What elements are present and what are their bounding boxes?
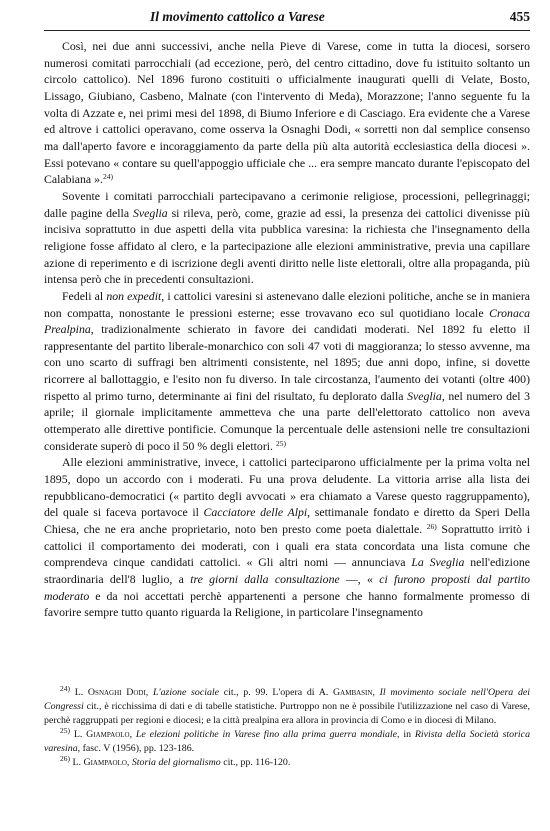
text-run: Fedeli al <box>62 288 107 303</box>
text-run: Alle elezioni amministrative, invece, i cattolici parteciparono ufficialmente per la prima volta nel 1895, dopo un accordo con i moderati. Fu una prova deludente. La vittoria arrise alla lista dei repubblicano-democratici (« partito degli avvocati » era chiamato a Varese questo raggruppamento), del quale si faceva portavoce il <box>44 455 530 520</box>
paragraph <box>44 454 530 621</box>
header-rule <box>44 30 530 31</box>
italic-text: Storia del giornalismo <box>131 757 221 768</box>
text-run: Soprattutto irritò i cattolici il comportamento dei moderati, con i quali era stata concordata una lista comune che comprendeva cinque candidati cattolici. « Gli altri nomi — annunciava <box>44 522 530 570</box>
text-run: , i cattolici varesini si astenevano dalle elezioni politiche, anche se in maniera non compatta, nonostante le pressioni esterne; esse trovavano eco sul quotidiano locale <box>44 288 530 320</box>
italic-text: L'azione sociale <box>152 687 220 698</box>
text-run: Sovente i comitati parrocchiali partecipavano a cerimonie religiose, processioni, pellegrinaggi; dalle pagine della <box>44 188 530 220</box>
footnote-ref: 25) <box>275 438 286 448</box>
body-text <box>44 38 530 621</box>
footnote-ref: 26) <box>426 522 437 532</box>
author-name: Giampaolo <box>86 729 130 740</box>
italic-text: Cacciatore delle Alpi <box>203 505 308 520</box>
text-run: cit., è ricchissima di dati e di tabelle statistiche. Purtroppo non ne è possibile l'utilizzazione nel caso di Varese, perchè raggruppati per regioni e diocesi; e la città prealpina era allora in provincia di Como e in diocesi di Milano. <box>44 701 530 726</box>
footnote <box>44 756 530 770</box>
text-run: L. <box>70 757 84 768</box>
italic-text: ci furono proposti dal partito moderato <box>44 572 531 603</box>
text-run: L. <box>70 729 87 740</box>
author-name: Osnaghi Dodi <box>87 687 146 698</box>
text-run: —, « <box>339 572 380 586</box>
page-header <box>44 9 530 27</box>
italic-text: Rivista della Società storica varesina <box>44 729 531 754</box>
italic-text: Il movimento sociale nell'Opera dei Congressi <box>44 687 531 712</box>
text-run: , <box>145 687 153 698</box>
italic-text: non expedit <box>106 288 162 303</box>
footnote-ref: 24) <box>60 684 70 693</box>
running-title: Il movimento cattolico a Varese <box>150 9 325 24</box>
text-run: , <box>372 687 380 698</box>
text-run: , nel numero del 3 aprile; il giornale implicitamente ammetteva che una parte dell'elettorato cattolico non aveva ottemperato alle direttive pontificie. Comunque la percentuale delle astensioni nelle tre consultazioni considerate superò di poco il 50 % degli elettori. <box>44 388 530 453</box>
footnotes <box>44 686 530 770</box>
footnote <box>44 728 530 756</box>
paragraph <box>44 188 530 288</box>
author-name: Gambasin <box>333 687 373 698</box>
footnote-ref: 25) <box>60 726 70 735</box>
page-number: 455 <box>509 9 530 24</box>
text-run: nell'edizione straordinaria dell'8 luglio, a <box>44 555 530 586</box>
italic-text: tre giorni dalla consultazione <box>190 572 340 586</box>
text-run: Così, nei due anni successivi, anche nella Pieve di Varese, come in tutta la diocesi, sorsero numerosi comitati parrocchiali (ad eccezione, però, del centro cittadino, dove fu istituito soltanto un circolo cattolico). Nel 1896 furono costituiti o ufficialmente inaugurati quelli di Velate, Bosto, Lissago, Giubiano, Casbeno, Malnate (con l'intervento di Meda), Morazzone; l'anno seguente fu la volta di Azzate e, nei primi mesi del 1898, di Biumo Inferiore e di Casciago. Era evidente che a Varese ed altrove i cattolici operavano, come osserva la Osnaghi Dodi, « sorretti non dal semplice consenso ma dall'aperto favore e incoraggiamento da parte della più alta autorità ecclesiastica della diocesi ». Essi potevano « contare su quell'appoggio ufficiale che ... era sempre mancato durante l'episcopato del Calabiana ». <box>44 39 530 187</box>
italic-text: Sveglia <box>407 388 442 403</box>
text-run: , settimanale fondato e diretto da Speri Della Chiesa, che ne era anche proprietario, noto ben presto come poeta dialettale. <box>44 505 530 537</box>
text-run: cit., p. 99. L'opera di A. <box>219 687 334 698</box>
italic-text: Cronaca Prealpina <box>44 305 530 337</box>
text-run: , in <box>397 729 415 740</box>
paragraph <box>44 288 530 455</box>
italic-text: La Sveglia <box>411 555 465 570</box>
text-run: , <box>126 757 132 768</box>
text-run: , fasc. V (1956), pp. 123-186. <box>77 743 195 754</box>
text-run: L. <box>70 687 88 698</box>
footnote-ref: 24) <box>102 172 113 182</box>
text-run: si rileva, però, come, grazie ad essi, la presenza dei cattolici divenisse più incisiva soprattutto in due aspetti della vita pubblica varesina: la richiesta che l'insegnamento della religione fosse affidato al clero, e la partecipazione alle elezioni amministrative, previa una capillare azione di reperimento e di iscrizione degli aventi diritto nelle liste elettorali, oltre alla propaganda, più intensa però che in precedenti consultazioni. <box>44 205 530 287</box>
footnote-ref: 26) <box>60 754 70 763</box>
footnote <box>44 686 530 728</box>
paragraph <box>44 38 530 188</box>
text-run: e da noi accettati perchè appartenenti a persone che hanno formalmente promesso di favorire sempre tutto quanto riguarda la Religione, in particolare l'insegnamento <box>44 588 530 620</box>
author-name: Giampaolo <box>83 757 127 768</box>
text-run: cit., pp. 116-120. <box>220 757 291 768</box>
italic-text: Le elezioni politiche in Varese fino alla prima guerra mondiale <box>135 729 398 740</box>
italic-text: Sveglia <box>132 205 168 220</box>
text-run: , <box>129 729 136 740</box>
text-run: , tradizionalmente schierato in favore dei candidati moderati. Nel 1892 fu eletto il rappresentante del partito liberale-monarchico con soli 47 voti di maggioranza; lo stesso avvenne, ma con uno scarto di suffragi ben altrimenti consistente, nel 1895; due anni dopo, infine, si dovette ricorrere al ballottaggio, e l'esito non fu diverso. In tale circostanza, l'aumento dei votanti (oltre 400) rispetto al primo turno, determinante ai fini del risultato, fu deplorato dalla <box>44 322 530 403</box>
